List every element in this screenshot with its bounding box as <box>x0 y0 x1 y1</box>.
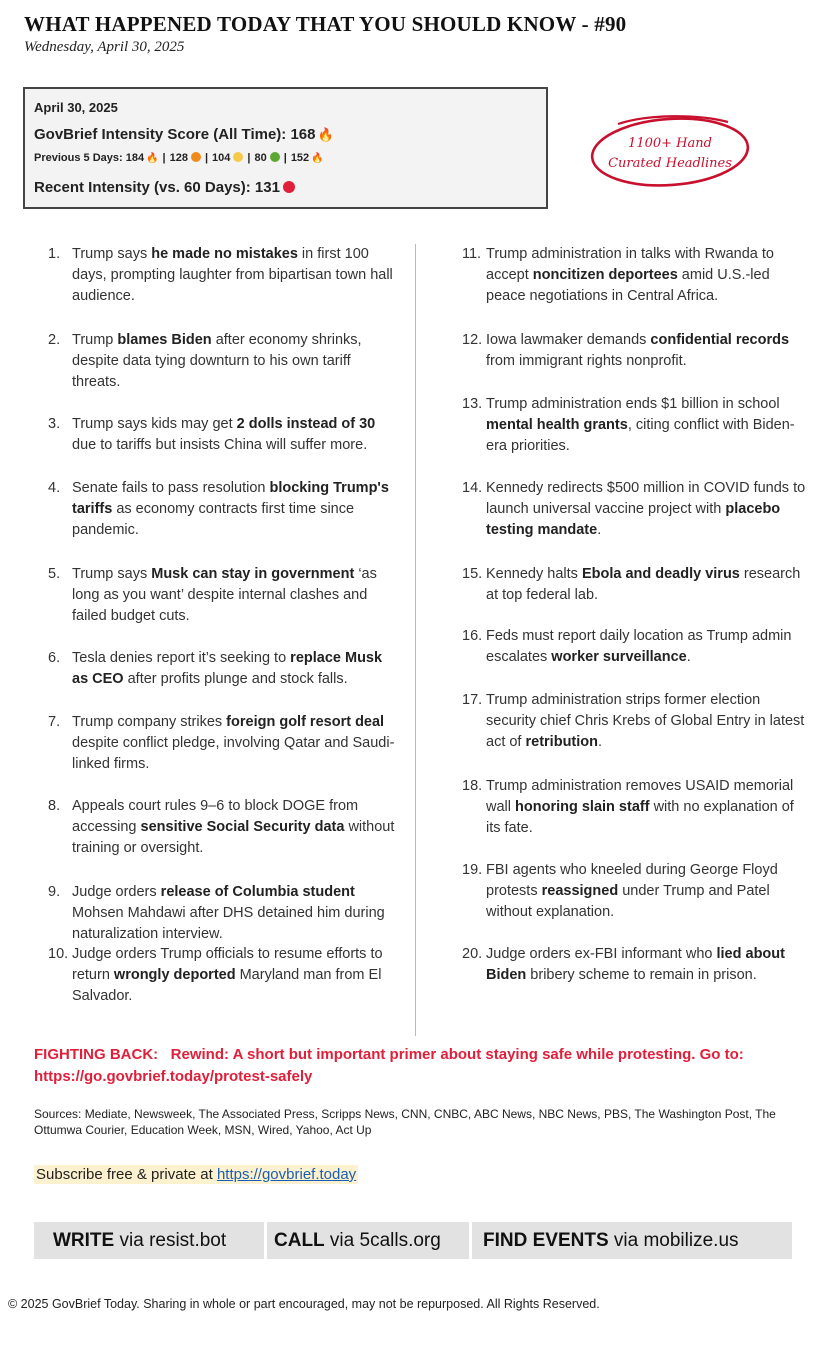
headline-emphasis: noncitizen deportees <box>532 267 678 283</box>
headline-item <box>462 626 808 668</box>
headline-fragment: Judge orders <box>72 884 161 900</box>
headline-fragment: from immigrant rights nonprofit. <box>486 353 687 369</box>
headline-text <box>486 330 808 372</box>
headline-fragment: after profits plunge and stock falls. <box>123 671 348 687</box>
headline-item <box>462 776 808 839</box>
action-separator <box>264 1222 267 1259</box>
find-events-action-rest: via mobilize.us <box>608 1230 739 1251</box>
page-title: WHAT HAPPENED TODAY THAT YOU SHOULD KNOW - #90 <box>24 12 627 36</box>
headline-fragment: as economy contracts first time since pandemic. <box>72 501 355 538</box>
headline-number: 11. <box>462 246 482 262</box>
intensity-score-box <box>23 87 548 209</box>
headline-emphasis: worker surveillance <box>551 649 687 665</box>
headline-number: 20. <box>462 946 483 962</box>
fighting-back-label: FIGHTING BACK: <box>34 1046 159 1063</box>
headline-number: 4. <box>48 480 61 496</box>
headline-fragment: Appeals court rules 9–6 to block DOGE from accessing <box>72 798 359 835</box>
headline-fragment: Senate fails to pass resolution <box>72 480 270 496</box>
headline-item <box>48 648 398 690</box>
red-dot-icon <box>283 181 295 193</box>
stamp-text <box>588 134 752 174</box>
headline-text <box>486 626 808 668</box>
headline-fragment: with no explanation of its fate. <box>486 799 794 836</box>
headline-item <box>48 330 398 393</box>
headline-fragment: Trump says <box>72 566 152 582</box>
headline-emphasis: Ebola and deadly virus <box>581 566 740 582</box>
headline-fragment: amid U.S.-led peace negotiations in Central Africa. <box>486 267 770 304</box>
headline-fragment: despite conflict pledge, involving Qatar and Saudi-linked firms. <box>72 735 395 772</box>
headline-text <box>72 564 398 627</box>
alltime-value: 168 <box>290 126 316 143</box>
headline-text <box>486 944 808 986</box>
headline-emphasis: placebo testing mandate <box>486 501 781 538</box>
headline-item <box>462 690 808 753</box>
headline-item <box>48 944 398 1007</box>
headline-fragment: Trump says <box>72 246 152 262</box>
fire-icon: 🔥 <box>317 127 334 142</box>
headline-fragment: Judge orders Trump officials to resume efforts to return <box>72 946 383 983</box>
headline-fragment: Trump company strikes <box>72 714 227 730</box>
headline-emphasis: release of Columbia student <box>160 884 355 900</box>
headline-number: 16. <box>462 628 483 644</box>
headline-text <box>72 882 398 945</box>
headline-fragment: Trump <box>72 332 118 348</box>
recent-intensity <box>34 179 295 196</box>
headline-number: 1. <box>48 246 61 262</box>
headline-fragment: Feds must report daily location as Trump admin escalates <box>486 628 792 665</box>
headline-fragment: Kennedy halts <box>486 566 582 582</box>
previous-values <box>126 152 324 164</box>
action-separator <box>469 1222 472 1259</box>
headline-text <box>486 776 808 839</box>
headline-number: 12. <box>462 332 483 348</box>
headline-emphasis: wrongly deported <box>113 967 236 983</box>
headline-text <box>72 478 398 541</box>
call-action[interactable] <box>274 1222 441 1259</box>
headline-number: 17. <box>462 692 483 708</box>
headline-emphasis: reassigned <box>541 883 619 899</box>
headline-number: 10. <box>48 946 69 962</box>
sources: Sources: Mediate, Newsweek, The Associated Press, Scripps News, CNN, CNBC, ABC News, NBC News, PBS, The Washington Post, The Ottumwa Courier, Education Week, MSN, Wired, Yahoo, Act Up <box>34 1107 776 1137</box>
headline-emphasis: blocking Trump's tariffs <box>72 480 389 517</box>
headline-fragment: Trump administration ends $1 billion in school <box>486 396 780 412</box>
headline-item <box>48 564 398 627</box>
headline-text <box>486 394 808 457</box>
headline-number: 5. <box>48 566 61 582</box>
value-separator: | <box>247 152 251 164</box>
dot-icon <box>191 152 201 162</box>
headline-fragment: , citing conflict with Biden-era priorities. <box>486 417 795 454</box>
headline-fragment: FBI agents who kneeled during George Floyd protests <box>486 862 778 899</box>
headline-fragment: after economy shrinks, despite data tying downturn to his own tariff threats. <box>72 332 362 390</box>
alltime-label: GovBrief Intensity Score (All Time): <box>34 126 287 143</box>
headline-number: 14. <box>462 480 483 496</box>
write-action-rest: via resist.bot <box>114 1230 227 1251</box>
headline-emphasis: confidential records <box>650 332 790 348</box>
headline-text <box>486 244 808 307</box>
headline-fragment: Maryland man from El Salvador. <box>72 967 382 1004</box>
headline-fragment: research at top federal lab. <box>486 566 801 603</box>
headline-item <box>48 796 398 859</box>
headline-text <box>72 648 398 690</box>
headline-number: 15. <box>462 566 483 582</box>
dot-icon <box>270 152 280 162</box>
headline-text <box>72 712 398 775</box>
previous-label: Previous 5 Days: <box>34 152 123 164</box>
headline-fragment: . <box>598 734 603 750</box>
headline-emphasis: 2 dolls instead of 30 <box>236 416 376 432</box>
previous-days <box>34 152 324 164</box>
value-separator: | <box>204 152 209 164</box>
call-action-bold: CALL <box>274 1230 325 1251</box>
headline-number: 6. <box>48 650 61 666</box>
headline-text <box>486 860 808 923</box>
headline-text <box>72 330 398 393</box>
subscribe-text: Subscribe free & private at <box>36 1166 217 1183</box>
headline-item <box>462 394 808 457</box>
headline-number: 3. <box>48 416 61 432</box>
headline-text <box>72 796 398 859</box>
headline-number: 2. <box>48 332 61 348</box>
headline-item <box>462 860 808 923</box>
subscribe-line <box>34 1165 358 1184</box>
value-separator: | <box>162 152 166 164</box>
headline-emphasis: lied about Biden <box>486 946 785 983</box>
fighting-back-text: Rewind: A short but important primer about staying safe while protesting. Go to: <box>170 1046 744 1063</box>
headline-fragment: in first 100 days, prompting laughter from bipartisan town hall audience. <box>72 246 393 304</box>
headline-emphasis: replace Musk as CEO <box>72 650 383 687</box>
previous-day-value: 152 <box>290 152 310 164</box>
headline-fragment: Judge orders ex-FBI informant who <box>486 946 717 962</box>
headline-text <box>486 564 808 606</box>
headline-number: 9. <box>48 884 61 900</box>
headline-text <box>72 244 398 307</box>
issue-date: Wednesday, April 30, 2025 <box>24 39 185 55</box>
headline-number: 18. <box>462 778 483 794</box>
headline-item <box>462 944 808 986</box>
previous-day-value: 128 <box>169 152 188 164</box>
headline-fragment: bribery scheme to remain in prison. <box>526 967 757 983</box>
headline-emphasis: Musk can stay in government <box>151 566 355 582</box>
call-action-rest: via 5calls.org <box>324 1230 441 1251</box>
headline-emphasis: foreign golf resort deal <box>226 714 385 730</box>
fighting-back-callout <box>34 1044 794 1088</box>
headline-item <box>48 244 398 307</box>
headline-fragment: Trump says kids may get <box>72 416 237 432</box>
write-action[interactable] <box>53 1222 226 1259</box>
previous-day-value: 80 <box>254 152 267 164</box>
headline-fragment: . <box>597 522 602 538</box>
headline-item <box>462 478 808 541</box>
headline-fragment: Trump administration removes USAID memorial wall <box>486 778 794 815</box>
previous-day-value: 104 <box>212 152 231 164</box>
headline-fragment: due to tariffs but insists China will suffer more. <box>72 437 368 453</box>
headline-emphasis: mental health grants <box>486 417 628 433</box>
hand-curated-stamp <box>588 112 752 190</box>
headline-emphasis: blames Biden <box>117 332 212 348</box>
fire-icon: 🔥 <box>146 153 159 164</box>
headline-emphasis: retribution <box>525 734 598 750</box>
headline-emphasis: honoring slain staff <box>515 799 650 815</box>
headline-number: 7. <box>48 714 61 730</box>
copyright-footer: © 2025 GovBrief Today. Sharing in whole or part encouraged, may not be repurposed. All Rights Reserved. <box>8 1297 600 1311</box>
recent-value: 131 <box>254 179 280 196</box>
action-bar <box>34 1222 792 1259</box>
headline-number: 13. <box>462 396 483 412</box>
find-events-action-bold: FIND EVENTS <box>483 1230 609 1251</box>
headline-fragment: Tesla denies report it’s seeking to <box>72 650 291 666</box>
headline-fragment: Kennedy redirects $500 million in COVID funds to launch universal vaccine project with <box>486 480 806 517</box>
alltime-score <box>34 126 334 143</box>
headline-fragment: Iowa lawmaker demands <box>486 332 651 348</box>
headline-item <box>462 564 808 606</box>
headline-item <box>48 882 398 945</box>
headline-item <box>462 244 808 307</box>
fighting-back-link[interactable]: https://go.govbrief.today/protest-safely <box>34 1068 313 1085</box>
headline-text <box>486 690 808 753</box>
headline-text <box>72 944 398 1007</box>
headline-emphasis: he made no mistakes <box>151 246 298 262</box>
headline-fragment: Trump administration strips former election security chief Chris Krebs of Global Entry in latest act of <box>486 692 805 750</box>
subscribe-link[interactable]: https://govbrief.today <box>216 1166 357 1183</box>
headline-fragment: . <box>686 649 691 665</box>
headline-item <box>48 478 398 541</box>
column-divider <box>415 244 416 1036</box>
fire-icon: 🔥 <box>311 153 324 164</box>
headline-text <box>72 414 398 456</box>
headline-fragment: ‘as long as you want’ despite internal clashes and failed budget cuts. <box>72 566 377 624</box>
headline-fragment: Mohsen Mahdawi after DHS detained him during naturalization interview. <box>72 905 385 942</box>
stamp-line-1: 1100+ Hand <box>628 136 712 151</box>
write-action-bold: WRITE <box>53 1230 115 1251</box>
headline-item <box>462 330 808 372</box>
headline-number: 8. <box>48 798 61 814</box>
find-events-action[interactable] <box>483 1222 739 1259</box>
headline-number: 19. <box>462 862 483 878</box>
previous-day-value: 184 <box>125 152 145 164</box>
dot-icon <box>233 152 243 162</box>
recent-label: Recent Intensity (vs. 60 Days): <box>34 179 251 196</box>
headline-fragment: without training or oversight. <box>72 819 395 856</box>
headline-text <box>486 478 808 541</box>
score-date: April 30, 2025 <box>34 100 118 115</box>
stamp-line-2: Curated Headlines <box>608 156 732 171</box>
headline-item <box>48 414 398 456</box>
headline-fragment: Trump administration in talks with Rwanda to accept <box>486 246 774 283</box>
value-separator: | <box>283 152 287 164</box>
headline-fragment: under Trump and Patel without explanation. <box>486 883 770 920</box>
headline-item <box>48 712 398 775</box>
headline-emphasis: sensitive Social Security data <box>140 819 345 835</box>
